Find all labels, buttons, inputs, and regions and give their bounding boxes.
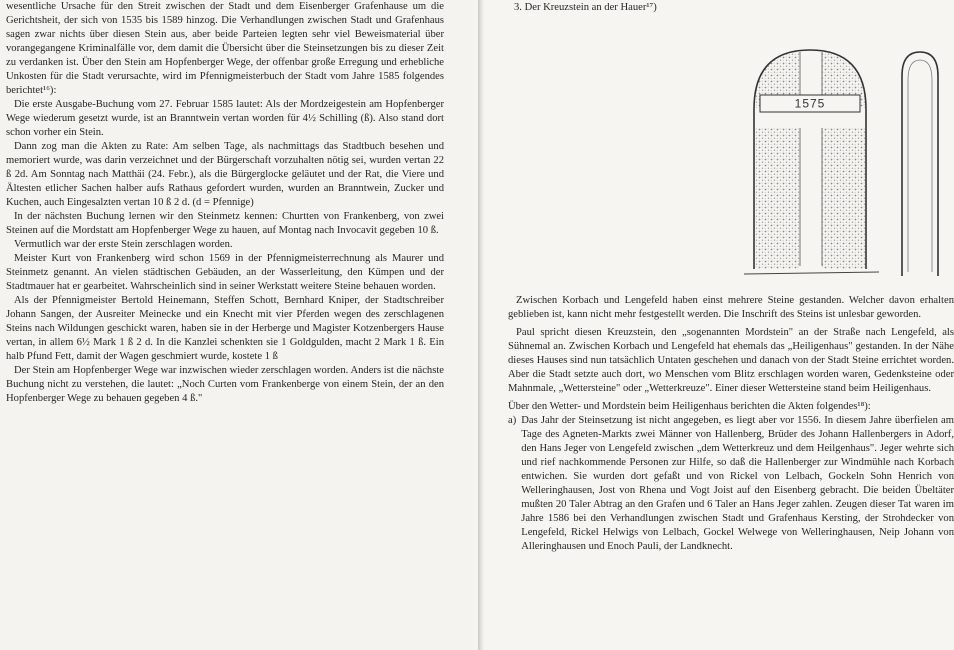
side-view: [902, 52, 938, 276]
paragraph: Zwischen Korbach und Lengefeld haben einst mehrere Steine gestanden. Welcher davon erhalten geblieben ist, kann nicht mehr festgestellt werden. Die Inschrift des Steins ist unlesbar geworden.: [508, 295, 954, 320]
paragraph: Als der Pfennigmeister Bertold Heinemann, Steffen Schott, Bernhard Kniper, der Stadtschreiber Johann Sangen, der Ausreiter Meinecke und ein Knecht mit vier Pferden wegen des zerschlagenen Steins nach Wildungen geschickt waren, haben sie in der Herberge und Magister Kotzenbergers Hause vertan, in allem 6½ Mark 1 ß 2 d. In die Kanzlei schenkten sie 1 Goldgulden, macht 2 Mark 1 ß. Ein halb Pfund Fett, damit der Wagen geschmiert wurde, kostete 1 ß: [6, 295, 444, 362]
paragraph: wesentliche Ursache für den Streit zwischen der Stadt und dem Eisenberger Grafenhause um die Gerichtsheit, der sich von 1535 bis 1589 hinzog. Die Verhandlungen zwischen Stadt und Grafenhaus sagen zwar nichts über diesen Stein aus, aber beide Parteien legten sehr viel Beweismaterial über vorangegangene Kriminalfälle vor, dem damit die Übersicht über die Steinsetzungen bis zu dieser Zeit zu verdanken ist. Über den Stein am Hopfenberger Wege, der offenbar große Erregung und erhebliche Unkosten für die Stadt verursachte, wird im Pfennigmeisterbuch der Stadt vom Jahre 1585 folgendes berichtet¹⁶):: [6, 1, 444, 96]
section-heading: 3. Der Kreuzstein an der Hauer¹⁷): [514, 2, 657, 13]
paragraph: Vermutlich war der erste Stein zerschlagen worden.: [14, 239, 233, 250]
right-text-column: [508, 294, 954, 554]
paragraph: Der Stein am Hopfenberger Wege war inzwischen wieder zerschlagen worden. Anders ist die nächste Buchung nicht zu verstehen, die lautet: „Noch Curten vom Frankenberge von einem Stein, der an den Hopfenberger Wege zu behauen gegeben 4 ß.": [6, 365, 444, 404]
paragraph: Meister Kurt von Frankenberg wird schon 1569 in der Pfennigmeisterrechnung als Maurer und Steinmetz genannt. An vielen städtischen Gebäuden, an der Wasserleitung, den Kümpen und der Stadtmauer hat er gearbeitet. Wahrscheinlich sind in seiner Werkstatt weitere Steine behauen worden.: [6, 253, 444, 292]
paragraph: Über den Wetter- und Mordstein beim Heiligenhaus berichten die Akten folgendes¹⁸):: [508, 401, 871, 412]
cross-stone-illustration: [734, 44, 954, 284]
list-marker: a): [508, 415, 517, 426]
list-item-text: Das Jahr der Steinsetzung ist nicht angegeben, es liegt aber vor 1556. In diesem Jahre überfielen am Tage des Agneten-Markts zwei Männer von Hallenberg, Brüder des Johann Hallenbergers in Adorf, den Hans Jeger von Lengefeld zwischen „dem Wetterkreuz und dem Heilgenhaus". Jeger wehrte sich und rief nachkommende Personen zur Hilfe, so daß die Hallenberger zur Windmühle nach Korbach entwichen. Sie wurden dort gefaßt und von Rickel von Lelbach, Gockeln Sohn Henrich von Welleringhausen, Jost von Rhena und Vogt Joist auf den Eisenberg gebracht. Die beiden Übeltäter mußten 20 Taler Abtrag an den Grafen und 6 Taler an Hans Jeger zahlen. Zeugen dieser Tat waren im Jahre 1586 bei den Verhandlungen zwischen Stadt und Grafenhaus Kersting, der Strohdecker von Lengefeld, Rickel Helwigs von Lelbach, Gockel Welwege von Welleringhausen, Neip Johann von Alleringhausen und Enoch Pauli, der Landknecht.: [521, 415, 954, 552]
paragraph: Dann zog man die Akten zu Rate: Am selben Tage, als nachmittags das Stadtbuch besehen und memoriert wurde, was darin verzeichnet und der Bürgerschaft vorzuhalten nötig sei, wurden vertan 22 ß 2d. Am Sonntag nach Matthäi (24. Febr.), als die Bürgerglocke geläutet und der Rat, die Viere und Ältesten etlicher Sachen halber aufs Rathaus gefordert wurden, wurden an Branntwein, Zucker und Kuchen, auch Eingesalzten vertan 10 ß 2 d. (d = Pfennige): [6, 141, 444, 208]
list-item: [508, 414, 954, 554]
paragraph: In der nächsten Buchung lernen wir den Steinmetz kennen: Churtten von Frankenberg, von zwei Steinen auf die Mordstatt am Hopfenberger Wege zu hauen, auf Montag nach Invocavit gegeben 10 ß.: [6, 211, 444, 236]
right-page: [484, 0, 954, 650]
stone-inscription: 1575: [794, 96, 826, 111]
left-text-column: [6, 0, 444, 406]
paragraph: Paul spricht diesen Kreuzstein, den „sogenannten Mordstein" an der Straße nach Lengefeld, als Sühnemal an. Zwischen Korbach und Lengefeld hat ehemals das „Heiligenhaus" gestanden. In der Nähe dieses Hauses sind nun tatsächlich Untaten geschehen und danach von der Stadt Steine errichtet worden. Aber die Stadt setzte auch dort, wo Menschen vom Blitz erschlagen worden waren, Gedenksteine oder Mahnmale, „Wettersteine" oder „Wetterkreuze". Einer dieser Wettersteine stand beim Heiligenhaus.: [508, 327, 954, 394]
paragraph: Die erste Ausgabe-Buchung vom 27. Februar 1585 lautet: Als der Mordzeigestein am Hopfenberger Wege wiederum gesetzt wurde, ist an Branntwein vertan worden für 4½ Schilling (ß). Also stand dort schon vorher ein Stein.: [6, 99, 444, 138]
